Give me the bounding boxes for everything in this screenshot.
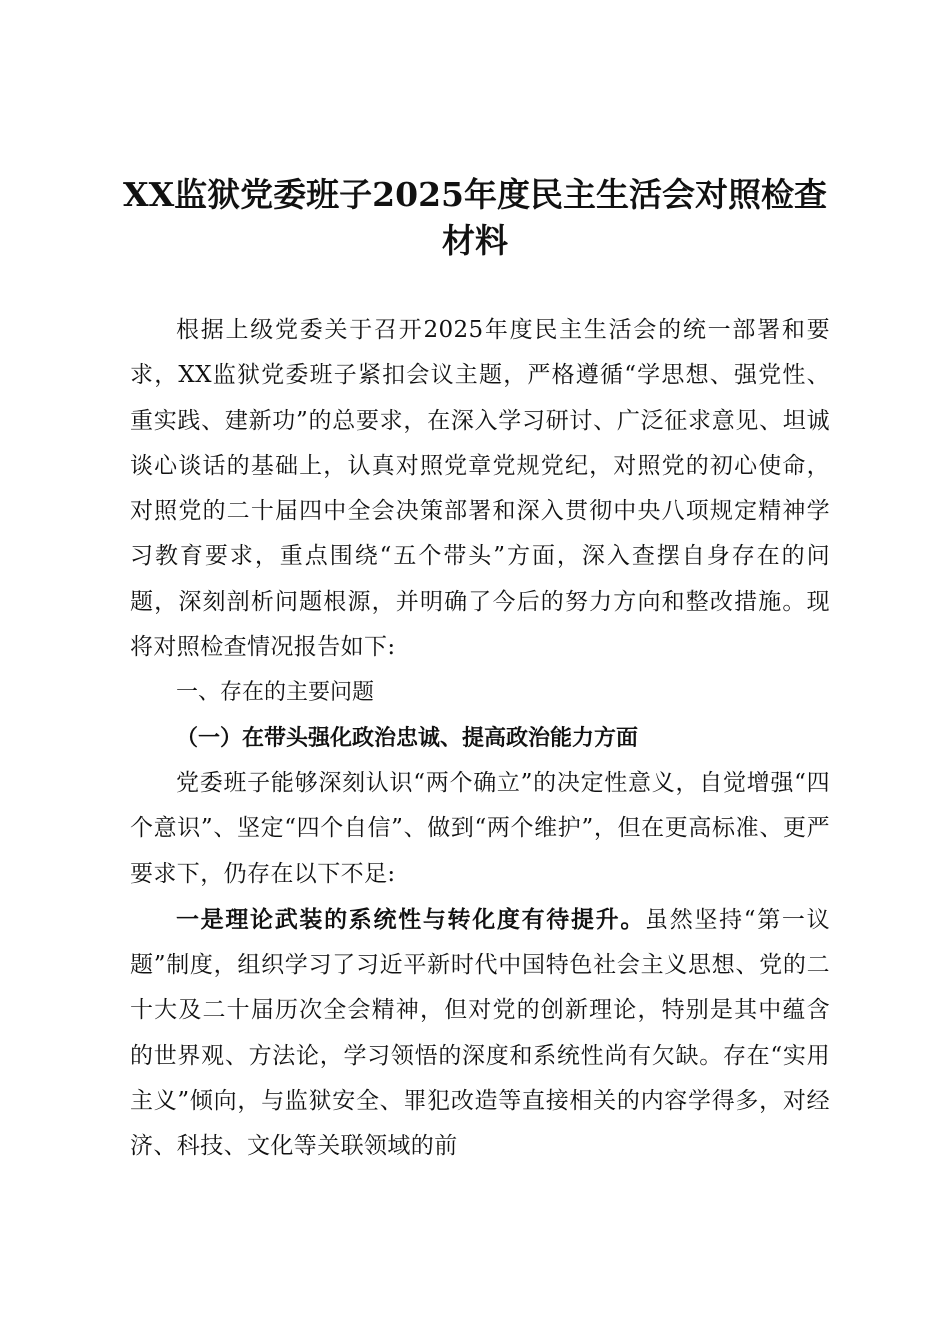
subsection-heading-political: （一）在带头强化政治忠诚、提高政治能力方面 (176, 724, 639, 751)
intro-paragraph: 根据上级党委关于召开2025年度民主生活会的统一部署和要求，XX监狱党委班子紧扣会议主题，严格遵循“学思想、强党性、重实践、建新功”的总要求，在深入学习研讨、广泛征求意见、坦诚谈心谈话的基础上，认真对照党章党规党纪，对照党的初心使命，对照党的二十届四中全会决策部署和深入贯彻中央八项规定精神学习教育要求，重点围绕“五个带头”方面，深入查摆自身存在的问题，深刻剖析问题根源，并明确了今后的努力方向和整改措施。现将对照检查情况报告如下: (130, 317, 830, 661)
subsection-paragraph: 党委班子能够深刻认识“两个确立”的决定性意义，自觉增强“四个意识”、坚定“四个自信”、做到“两个维护”，但在更高标准、更严要求下，仍存在以下不足: (130, 769, 830, 887)
point-one-lead: 一是理论武装的系统性与转化度有待提升。 (176, 905, 646, 933)
point-one-paragraph (130, 897, 830, 1170)
document-body (130, 308, 830, 1170)
document-title: XX监狱党委班子2025年度民主生活会对照检查材料 (122, 175, 828, 260)
point-one-body: 虽然坚持“第一议题”制度，组织学习了习近平新时代中国特色社会主义思想、党的二十大及二十届历次全会精神，但对党的创新理论，特别是其中蕴含的世界观、方法论，学习领悟的深度和系统性尚有欠缺。存在“实用主义”倾向，与监狱安全、罪犯改造等直接相关的内容学得多，对经济、科技、文化等关联领域的前 (130, 906, 830, 1160)
section-heading-problems: 一、存在的主要问题 (176, 680, 375, 706)
